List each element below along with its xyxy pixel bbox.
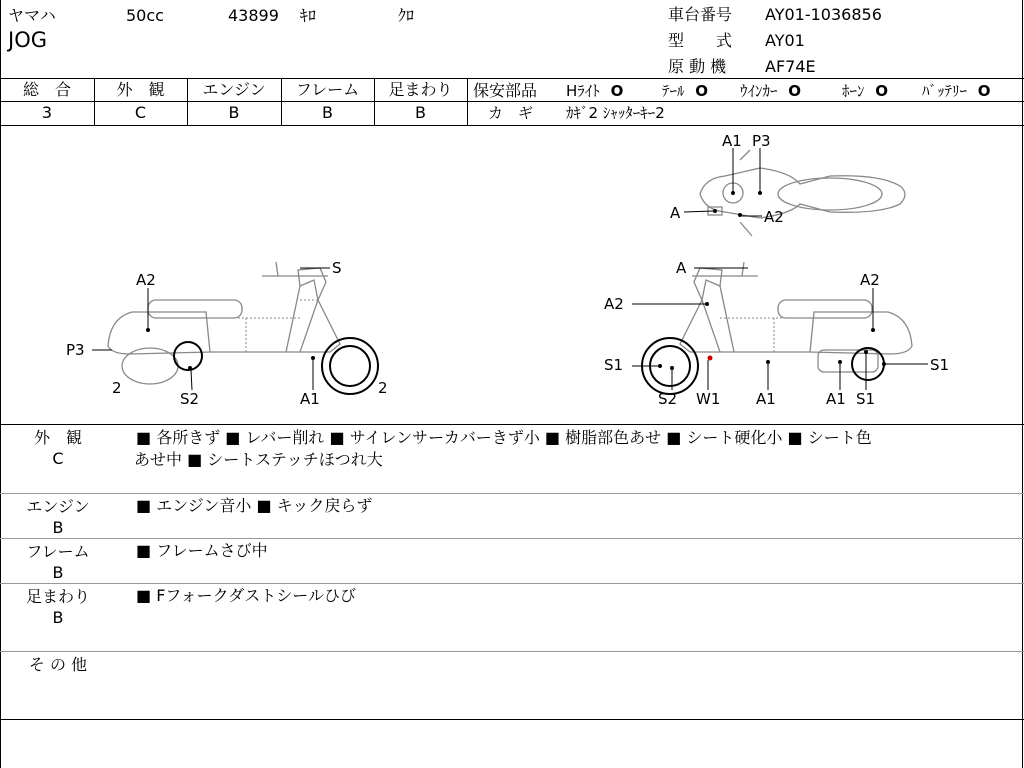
right-label-a2-front: A2: [604, 295, 624, 313]
winker-label: ｳｲﾝｶｰ: [740, 82, 778, 100]
score-suspension-value: B: [415, 103, 426, 122]
type-label: 型 式: [668, 31, 733, 50]
score-exterior-value: C: [134, 103, 147, 122]
left-label-a2: A2: [136, 271, 156, 289]
score-suspension-label: 足まわり: [388, 80, 453, 99]
section-frame-line-1: ■ フレームさび中: [136, 541, 268, 560]
chassis-number: AY01-1036856: [765, 5, 882, 24]
keys-label: カ ギ: [488, 104, 534, 122]
score-mid-line: [0, 101, 468, 102]
left-label-s2: S2: [180, 390, 200, 408]
chassis-label: 車台番号: [668, 5, 733, 24]
taillight-label: ﾃｰﾙ: [662, 82, 685, 100]
left-label-s: S: [332, 259, 342, 277]
section-engine-line-1: ■ エンジン音小 ■ キック戻らず: [136, 496, 373, 515]
displacement: 50cc: [126, 6, 164, 25]
right-label-s1-rear: S1: [930, 356, 950, 374]
body-color: ｸﾛ: [398, 6, 415, 25]
section-exterior-grade: C: [52, 449, 64, 468]
section-frame-grade: B: [52, 563, 64, 582]
safety-battery: [922, 81, 991, 101]
damage-diagram: [0, 126, 1024, 424]
headlight-label: Hﾗｲﾄ: [566, 82, 600, 100]
section-exterior-line-2: あせ中 ■ シートステッチほつれ大: [134, 450, 383, 469]
score-exterior-label: 外 観: [116, 80, 165, 99]
model-name: JOG: [8, 28, 47, 52]
section-divider-4: [0, 651, 1024, 652]
safety-winker: [740, 81, 801, 101]
score-frame-label: フレーム: [295, 80, 360, 99]
section-suspension-line-1: ■ Fフォークダストシールひび: [136, 586, 356, 605]
mileage-unit: ｷﾛ: [300, 6, 317, 25]
safety-headlight: [566, 81, 623, 101]
left-label-2-rear: 2: [112, 379, 122, 397]
section-other-name: そ の 他: [28, 655, 88, 674]
keys-value: ｶｷﾞ2 ｼｬｯﾀｰｷｰ2: [566, 104, 665, 122]
sections-top-line: [0, 424, 1024, 425]
safety-taillight: [662, 81, 708, 101]
section-engine-name: エンジン: [26, 497, 90, 516]
right-label-s1-front: S1: [604, 356, 624, 374]
maker-name: ヤマハ: [8, 6, 56, 25]
section-engine-grade: B: [52, 518, 64, 537]
section-frame-name: フレーム: [26, 542, 90, 561]
left-label-2-front: 2: [378, 379, 388, 397]
left-label-p3: P3: [66, 341, 85, 359]
battery-ok-mark: O: [977, 82, 991, 100]
right-label-a2-rear: A2: [860, 271, 880, 289]
right-view-scooter: [632, 262, 928, 394]
right-label-a: A: [676, 259, 687, 277]
winker-ok-mark: O: [788, 82, 802, 100]
score-engine-value: B: [228, 103, 240, 122]
right-label-a1-rear: A1: [826, 390, 846, 408]
section-exterior-name: 外 観: [33, 428, 82, 447]
section-suspension-name: 足まわり: [25, 587, 90, 606]
section-divider-3: [0, 583, 1024, 584]
safety-mid-line: [468, 101, 1024, 102]
engine-label: 原 動 機: [668, 57, 727, 76]
top-label-a2: A2: [764, 208, 784, 226]
top-label-p3: P3: [752, 132, 771, 150]
horn-label: ﾎｰﾝ: [842, 82, 865, 100]
top-label-a1: A1: [722, 132, 742, 150]
mileage: 43899: [228, 6, 279, 25]
score-frame-value: B: [322, 103, 333, 122]
top-label-a: A: [670, 204, 681, 222]
safety-title: 保安部品: [473, 81, 538, 100]
battery-label: ﾊﾞｯﾃﾘｰ: [922, 82, 968, 100]
top-view-scooter: [684, 148, 905, 236]
score-overall-label: 総 合: [22, 80, 71, 99]
engine-value: AF74E: [765, 57, 816, 76]
right-label-a1-mid: A1: [756, 390, 776, 408]
horn-ok-mark: O: [875, 82, 889, 100]
safety-horn: [842, 81, 888, 101]
left-label-a1: A1: [300, 390, 320, 408]
type-value: AY01: [765, 31, 805, 50]
right-label-w1: W1: [696, 390, 721, 408]
left-view-scooter: [92, 262, 378, 394]
taillight-ok-mark: O: [695, 82, 709, 100]
sections-bottom-line: [0, 719, 1024, 720]
headlight-ok-mark: O: [610, 82, 624, 100]
score-engine-label: エンジン: [202, 80, 266, 99]
right-label-s1-bottom: S1: [856, 390, 876, 408]
right-label-s2: S2: [658, 390, 678, 408]
section-exterior-line-1: ■ 各所きず ■ レバー削れ ■ サイレンサーカバーきず小 ■ 樹脂部色あせ ■ シート硬化小 ■ シート色: [136, 428, 872, 447]
section-divider-2: [0, 538, 1024, 539]
section-divider-1: [0, 493, 1024, 494]
section-suspension-grade: B: [52, 608, 64, 627]
score-top-line: [0, 78, 1024, 79]
score-overall-value: 3: [41, 103, 53, 122]
